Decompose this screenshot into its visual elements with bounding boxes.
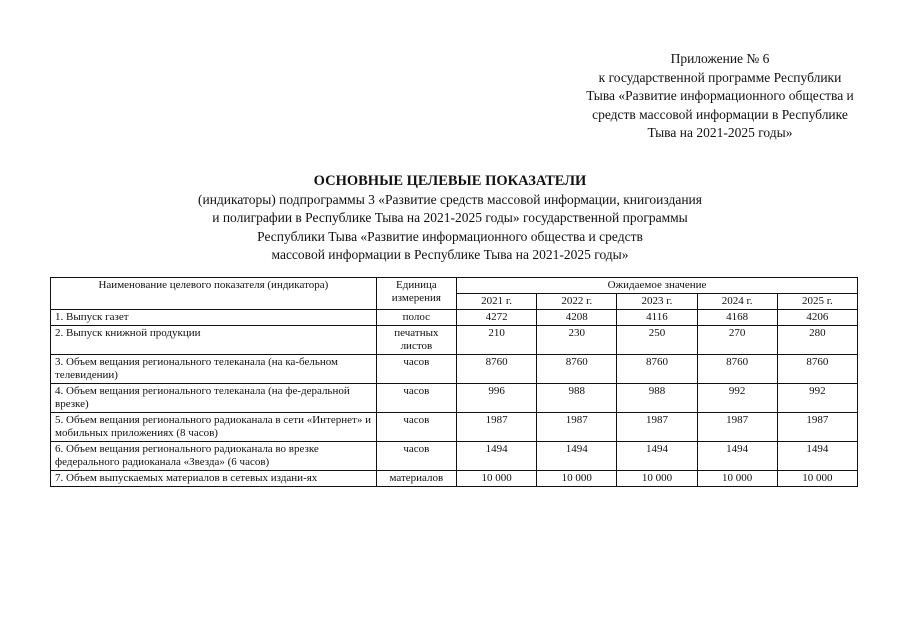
table-row	[51, 384, 858, 413]
table-row	[51, 413, 858, 442]
table-row	[51, 471, 858, 487]
indicator-value: 996	[456, 384, 536, 413]
indicator-value: 10 000	[777, 471, 857, 487]
indicator-value: 230	[537, 326, 617, 355]
indicator-value: 1987	[697, 413, 777, 442]
indicator-value: 8760	[697, 355, 777, 384]
indicator-value: 1987	[777, 413, 857, 442]
indicator-unit: материалов	[376, 471, 456, 487]
indicator-value: 4272	[456, 310, 536, 326]
indicator-value: 1494	[617, 442, 697, 471]
indicator-value: 210	[456, 326, 536, 355]
indicator-value: 250	[617, 326, 697, 355]
title-heading: ОСНОВНЫЕ ЦЕЛЕВЫЕ ПОКАЗАТЕЛИ	[313, 173, 587, 189]
appendix-note	[560, 50, 880, 143]
header-expected: Ожидаемое значение	[456, 278, 857, 294]
header-year: 2024 г.	[697, 294, 777, 310]
indicator-name: 3. Объем вещания регионального телеканала (на ка-бельном телевидении)	[51, 355, 377, 384]
indicator-value: 992	[777, 384, 857, 413]
indicator-unit: часов	[376, 442, 456, 471]
header-year: 2021 г.	[456, 294, 536, 310]
indicator-name: 6. Объем вещания регионального радиоканала во врезке федерального радиоканала «Звезда» (6 часов)	[51, 442, 377, 471]
indicators-table	[50, 277, 858, 487]
indicator-value: 1987	[617, 413, 697, 442]
table-row	[51, 326, 858, 355]
header-unit: Единица измерения	[376, 278, 456, 310]
indicator-unit: печатных листов	[376, 326, 456, 355]
header-name: Наименование целевого показателя (индикатора)	[51, 278, 377, 310]
indicator-value: 280	[777, 326, 857, 355]
indicator-value: 1987	[537, 413, 617, 442]
appendix-line: Тыва «Развитие информационного общества и	[586, 88, 854, 103]
indicator-name: 1. Выпуск газет	[51, 310, 377, 326]
indicator-name: 2. Выпуск книжной продукции	[51, 326, 377, 355]
appendix-line: Тыва на 2021-2025 годы»	[647, 125, 793, 140]
indicator-name: 5. Объем вещания регионального радиоканала в сети «Интернет» и мобильных приложениях (8 часов)	[51, 413, 377, 442]
indicator-name: 4. Объем вещания регионального телеканала (на фе-деральной врезке)	[51, 384, 377, 413]
indicator-value: 4206	[777, 310, 857, 326]
title-line: Республики Тыва «Развитие информационного общества и средств	[257, 228, 643, 244]
indicator-value: 4116	[617, 310, 697, 326]
title-line: и полиграфии в Республике Тыва на 2021-2025 годы» государственной программы	[212, 210, 688, 225]
indicator-value: 1494	[697, 442, 777, 471]
indicator-value: 988	[617, 384, 697, 413]
indicator-unit: часов	[376, 355, 456, 384]
indicator-value: 10 000	[537, 471, 617, 487]
indicator-value: 1494	[537, 442, 617, 471]
indicator-value: 4168	[697, 310, 777, 326]
indicator-unit: часов	[376, 413, 456, 442]
indicator-value: 1494	[456, 442, 536, 471]
indicator-value: 8760	[456, 355, 536, 384]
indicator-value: 8760	[777, 355, 857, 384]
indicator-value: 1987	[456, 413, 536, 442]
indicator-value: 992	[697, 384, 777, 413]
title-line: массовой информации в Республике Тыва на 2021-2025 годы»	[271, 247, 629, 262]
indicator-value: 988	[537, 384, 617, 413]
indicator-value: 10 000	[456, 471, 536, 487]
header-year: 2025 г.	[777, 294, 857, 310]
indicator-value: 8760	[537, 355, 617, 384]
indicator-value: 10 000	[697, 471, 777, 487]
indicator-unit: часов	[376, 384, 456, 413]
header-year: 2023 г.	[617, 294, 697, 310]
appendix-line: Приложение № 6	[670, 51, 770, 66]
appendix-line: к государственной программе Республики	[598, 69, 842, 85]
table-row	[51, 310, 858, 326]
indicator-name: 7. Объем выпускаемых материалов в сетевых издани-ях	[51, 471, 377, 487]
indicator-value: 1494	[777, 442, 857, 471]
table-row	[51, 355, 858, 384]
indicator-value: 4208	[537, 310, 617, 326]
indicator-value: 270	[697, 326, 777, 355]
header-year: 2022 г.	[537, 294, 617, 310]
table-row	[51, 442, 858, 471]
indicator-value: 8760	[617, 355, 697, 384]
indicator-unit: полос	[376, 310, 456, 326]
title-line: (индикаторы) подпрограммы 3 «Развитие средств массовой информации, книгоиздания	[197, 191, 702, 207]
appendix-line: средств массовой информации в Республике	[592, 106, 848, 122]
indicator-value: 10 000	[617, 471, 697, 487]
document-title	[100, 172, 800, 265]
